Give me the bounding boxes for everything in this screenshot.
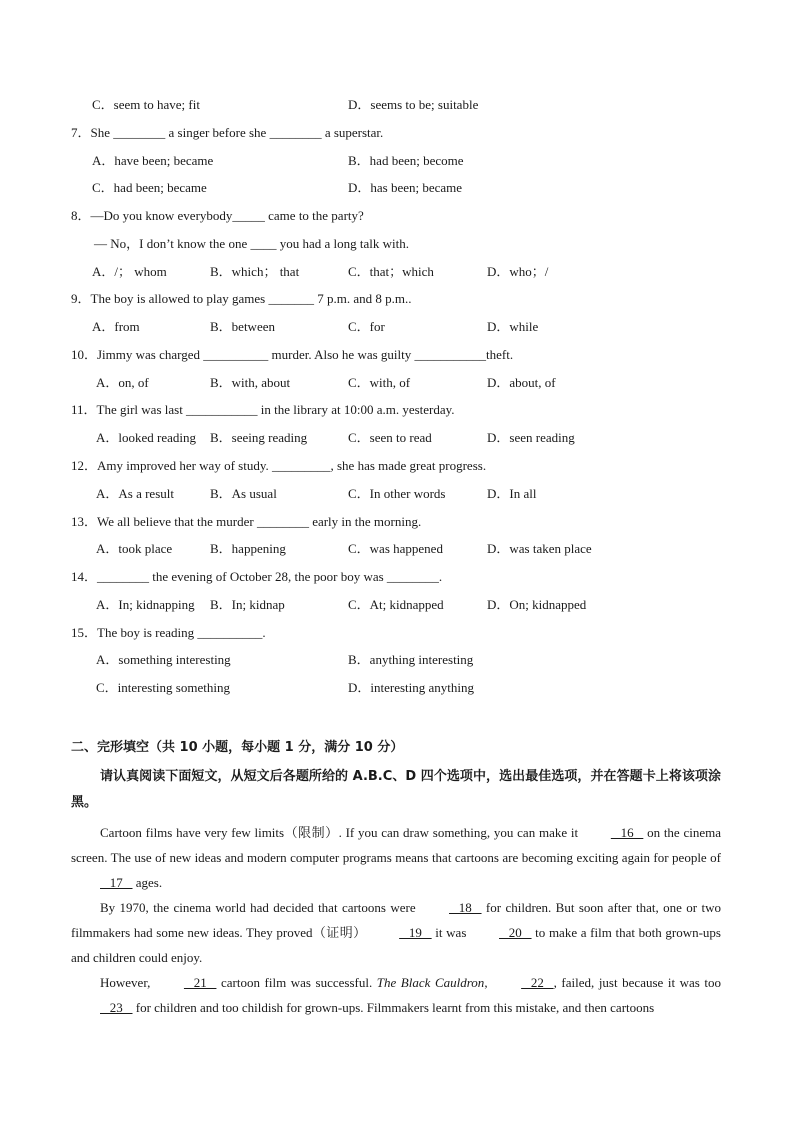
q11-option-a: A．looked reading <box>96 430 197 445</box>
q10-option-c: C．with, of <box>348 375 411 390</box>
section-instruction: 请认真阅读下面短文，从短文后各题所给的 A.B.C、D 四个选项中，选出最佳选项，并在答题卡上将该项涂黑。 <box>71 769 721 810</box>
q8-stem-reply: — No，I don’t know the one ____ you had a long talk with. <box>94 236 409 251</box>
q12-stem: 12．Amy improved her way of study. _________, she has made great progress. <box>71 458 487 473</box>
passage-text: cartoon film was successful. <box>216 975 377 990</box>
q15-option-a: A．something interesting <box>96 652 231 667</box>
q15-option-c: C．interesting something <box>96 680 230 695</box>
q9-option-a: A．from <box>92 319 140 334</box>
q9-option-d: D．while <box>487 319 539 334</box>
q8-option-c: C．that；which <box>348 264 434 279</box>
blank-19: 19 <box>399 925 432 940</box>
passage-text: for children and too childish for grown-ups. Filmmakers learnt from this mistake, and then cartoons <box>132 1000 655 1015</box>
q14-option-c: C．At; kidnapped <box>348 597 444 612</box>
q10-option-b: B．with, about <box>210 375 291 390</box>
q9-option-b: B．between <box>210 319 275 334</box>
q10-stem: 10．Jimmy was charged __________ murder. Also he was guilty ___________theft. <box>71 347 514 362</box>
q13-option-d: D．was taken place <box>487 541 592 556</box>
q7-option-c: C．had been; became <box>92 180 207 195</box>
q15-option-b: B．anything interesting <box>348 652 474 667</box>
q9-stem: 9．The boy is allowed to play games _______ 7 p.m. and 8 p.m.. <box>71 291 412 306</box>
q12-option-c: C．In other words <box>348 486 446 501</box>
passage-text: , <box>484 975 493 990</box>
q7-option-d: D．has been; became <box>348 180 463 195</box>
passage-text: , failed, just because it was too <box>553 975 722 990</box>
q11-option-b: B．seeing reading <box>210 430 308 445</box>
passage-text: for children. But soon after that, one or two filmmakers had some new ideas. They proved（证明） <box>71 900 721 940</box>
q13-option-a: A．took place <box>96 541 173 556</box>
q8-option-d: D．who；/ <box>487 264 549 279</box>
passage-paragraph-3 <box>71 970 721 1020</box>
blank-22: 22 <box>521 975 554 990</box>
q13-stem: 13．We all believe that the murder ________ early in the morning. <box>71 514 422 529</box>
q6-option-d: D．seems to be; suitable <box>348 97 479 112</box>
q14-option-d: D．On; kidnapped <box>487 597 587 612</box>
q12-option-d: D．In all <box>487 486 537 501</box>
passage-text: ages. <box>132 875 163 890</box>
film-title: The Black Cauldron <box>376 975 485 990</box>
q7-stem: 7．She ________ a singer before she ________ a superstar. <box>71 125 384 140</box>
q10-option-d: D．about, of <box>487 375 556 390</box>
q14-option-b: B．In; kidnap <box>210 597 285 612</box>
q11-option-d: D．seen reading <box>487 430 575 445</box>
section-heading: 二、完形填空（共 10 小题，每小题 1 分，满分 10 分） <box>71 740 404 755</box>
q8-option-a: A．/； whom <box>92 264 167 279</box>
passage-text: to make a film that both grown-ups and children could enjoy. <box>71 925 721 965</box>
blank-17: 17 <box>100 875 133 890</box>
passage-text: However, <box>100 975 155 990</box>
q15-option-d: D．interesting anything <box>348 680 475 695</box>
passage-text: it was <box>431 925 471 940</box>
blank-23: 23 <box>100 1000 133 1015</box>
q7-option-a: A．have been; became <box>92 153 214 168</box>
passage-text: By 1970, the cinema world had decided that cartoons were <box>100 900 421 915</box>
q7-option-b: B．had been; become <box>348 153 464 168</box>
q14-option-a: A．In; kidnapping <box>96 597 195 612</box>
q13-option-b: B．happening <box>210 541 286 556</box>
q13-option-c: C．was happened <box>348 541 443 556</box>
passage-paragraph-1 <box>71 820 721 895</box>
q10-option-a: A．on, of <box>96 375 149 390</box>
passage-text: Cartoon films have very few limits（限制）. If you can draw something, you can make it <box>100 825 582 840</box>
q11-stem: 11．The girl was last ___________ in the library at 10:00 a.m. yesterday. <box>71 402 455 417</box>
q6-option-c: C．seem to have; fit <box>92 97 200 112</box>
q15-stem: 15．The boy is reading __________. <box>71 625 266 640</box>
passage-paragraph-2 <box>71 895 721 970</box>
blank-16: 16 <box>610 825 644 840</box>
q14-stem: 14．________ the evening of October 28, the poor boy was ________. <box>71 569 443 584</box>
passage-text: on the cinema screen. The use of new ideas and modern computer programs means that cartoons are becoming exciting again for people of <box>71 825 721 865</box>
cloze-passage <box>71 820 721 1020</box>
q11-option-c: C．seen to read <box>348 430 432 445</box>
q12-option-a: A．As a result <box>96 486 174 501</box>
q12-option-b: B．As usual <box>210 486 277 501</box>
q8-stem: 8．—Do you know everybody_____ came to the party? <box>71 208 364 223</box>
blank-21: 21 <box>183 975 217 990</box>
blank-18: 18 <box>449 900 482 915</box>
q8-option-b: B．which； that <box>210 264 300 279</box>
q9-option-c: C．for <box>348 319 385 334</box>
blank-20: 20 <box>499 925 532 940</box>
